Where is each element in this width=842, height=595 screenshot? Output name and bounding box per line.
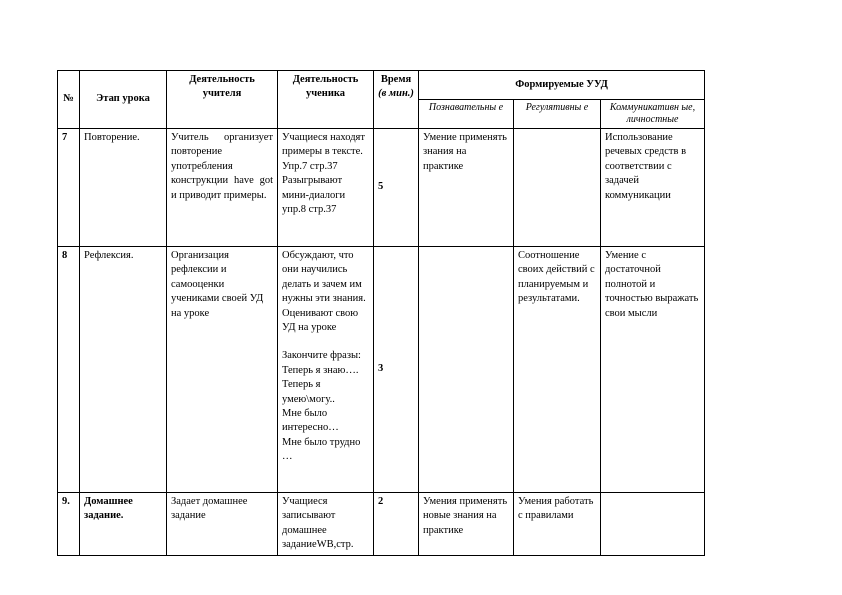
student-line: Теперь я знаю….: [282, 364, 359, 376]
student-line: Мне было трудно …: [282, 436, 361, 463]
header-regulatory: Регулятивны е: [514, 100, 601, 129]
student-line-blank: [282, 335, 369, 349]
table-row: [58, 247, 705, 493]
row-student: [278, 247, 374, 493]
row-cognitive: [419, 247, 514, 493]
student-line: Учащиеся записывают домашнее заданиеWB,стр.: [282, 496, 354, 551]
header-num: №: [58, 71, 80, 129]
student-line: Обсуждают, что они научились делать и зачем им нужны эти знания.: [282, 250, 366, 305]
row-time: 3: [374, 247, 419, 493]
row-regulatory: Умения работать с правилами: [514, 493, 601, 556]
row-communicative: Умение с достаточной полнотой и точностью выражать свои мысли: [601, 247, 705, 493]
row-stage: Рефлексия.: [80, 247, 167, 493]
student-line: Учащиеся находят примеры в тексте.: [282, 132, 365, 158]
row-stage: Домашнее задание.: [80, 493, 167, 556]
header-student-activity: Деятельность ученика: [278, 71, 374, 129]
header-stage: Этап урока: [80, 71, 167, 129]
row-communicative: [601, 493, 705, 556]
header-teacher-activity: Деятельность учителя: [167, 71, 278, 129]
row-student: [278, 129, 374, 247]
row-teacher: Учитель организует повторение употребления конструкции have got и приводит примеры.: [167, 129, 278, 247]
lesson-plan-table: [57, 70, 705, 556]
row-student: [278, 493, 374, 556]
row-cognitive: Умение применять знания на практике: [419, 129, 514, 247]
row-num: 9.: [58, 493, 80, 556]
row-time: 2: [374, 493, 419, 556]
header-time: [374, 71, 419, 129]
student-line: Теперь я умею\могу..: [282, 379, 335, 405]
row-communicative: Использование речевых средств в соответствии с задачей коммуникации: [601, 129, 705, 247]
row-time: 5: [374, 129, 419, 247]
header-uud: Формируемые УУД: [419, 71, 705, 100]
header-communicative: Коммуникативн ые, личностные: [601, 100, 705, 129]
student-line: Оценивают свою УД на уроке: [282, 307, 359, 334]
row-stage: Повторение.: [80, 129, 167, 247]
student-line: Упр.7 стр.37: [282, 160, 338, 172]
row-teacher: Задает домашнее задание: [167, 493, 278, 556]
student-line: Закончите фразы:: [282, 350, 361, 362]
table-row: [58, 129, 705, 247]
row-regulatory: Соотношение своих действий с планируемым и результатами.: [514, 247, 601, 493]
row-regulatory: [514, 129, 601, 247]
header-row: [58, 71, 705, 100]
header-time-unit: (в мин.): [378, 88, 414, 100]
row-num: 8: [58, 247, 80, 493]
row-num: 7: [58, 129, 80, 247]
header-time-title: Время: [380, 74, 412, 85]
row-cognitive: Умения применять новые знания на практике: [419, 493, 514, 556]
table-row: [58, 493, 705, 556]
row-teacher: Организация рефлексии и самооценки учениками своей УД на уроке: [167, 247, 278, 493]
student-line: Мне было интересно…: [282, 408, 339, 434]
header-cognitive: Познавательны е: [419, 100, 514, 129]
student-line: Разыгрывают мини-диалоги упр.8 стр.37: [282, 175, 346, 216]
